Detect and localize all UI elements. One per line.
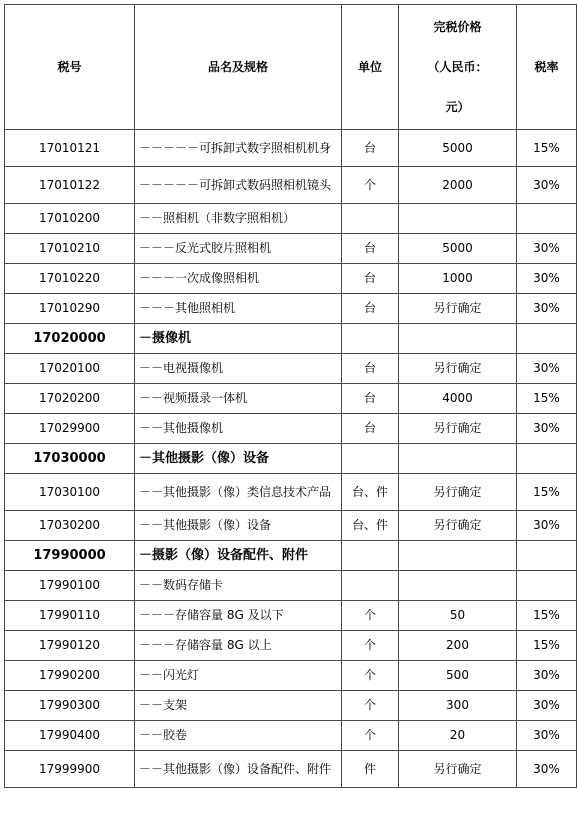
- product-name-cell: －－其他摄影（像）设备: [135, 511, 342, 541]
- table-row: [5, 444, 577, 474]
- duty-price-cell: 200: [399, 631, 517, 661]
- table-row: [5, 631, 577, 661]
- tax-rate-cell: [517, 571, 577, 601]
- duty-price-cell: 另行确定: [399, 414, 517, 444]
- unit-cell: 个: [342, 661, 399, 691]
- table-body: [5, 130, 577, 788]
- product-name-cell: －－其他摄影（像）设备配件、附件: [135, 751, 342, 788]
- header-price-line-3: 元）: [445, 100, 470, 114]
- tax-rate-cell: 30%: [517, 167, 577, 204]
- table-header: [5, 5, 577, 130]
- header-price: [399, 5, 517, 130]
- product-name-cell: －摄像机: [135, 324, 342, 354]
- tax-rate-cell: 30%: [517, 354, 577, 384]
- duty-price-cell: 5000: [399, 130, 517, 167]
- tax-code-cell: 17990400: [5, 721, 135, 751]
- tax-code-cell: 17030000: [5, 444, 135, 474]
- product-name-cell: －摄影（像）设备配件、附件: [135, 541, 342, 571]
- duty-price-cell: 5000: [399, 234, 517, 264]
- table-row: [5, 264, 577, 294]
- duty-price-cell: 另行确定: [399, 294, 517, 324]
- unit-cell: [342, 324, 399, 354]
- product-name-cell: －－－－－可拆卸式数字照相机机身: [135, 130, 342, 167]
- product-name-cell: －－支架: [135, 691, 342, 721]
- product-name-cell: －－－反光式胶片照相机: [135, 234, 342, 264]
- duty-price-cell: 50: [399, 601, 517, 631]
- tax-rate-cell: 15%: [517, 384, 577, 414]
- table-row: [5, 234, 577, 264]
- unit-cell: 台: [342, 354, 399, 384]
- tax-code-cell: 17010200: [5, 204, 135, 234]
- tax-code-cell: 17030100: [5, 474, 135, 511]
- product-name-cell: －－－其他照相机: [135, 294, 342, 324]
- duty-price-cell: 300: [399, 691, 517, 721]
- product-name-cell: －－闪光灯: [135, 661, 342, 691]
- tax-code-cell: 17990100: [5, 571, 135, 601]
- table-row: [5, 571, 577, 601]
- unit-cell: 台、件: [342, 511, 399, 541]
- tax-rate-cell: 30%: [517, 691, 577, 721]
- table-row: [5, 541, 577, 571]
- table-row: [5, 751, 577, 788]
- tax-code-cell: 17990200: [5, 661, 135, 691]
- duty-price-cell: 500: [399, 661, 517, 691]
- table-row: [5, 354, 577, 384]
- product-name-cell: －－－一次成像照相机: [135, 264, 342, 294]
- duty-price-cell: 20: [399, 721, 517, 751]
- tax-rate-cell: [517, 541, 577, 571]
- tax-code-cell: 17020200: [5, 384, 135, 414]
- header-rate: 税率: [517, 5, 577, 130]
- unit-cell: 台、件: [342, 474, 399, 511]
- unit-cell: 件: [342, 751, 399, 788]
- tax-rate-cell: [517, 444, 577, 474]
- tax-code-cell: 17990110: [5, 601, 135, 631]
- product-name-cell: －－－存储容量 8G 以上: [135, 631, 342, 661]
- product-name-cell: －－照相机（非数字照相机）: [135, 204, 342, 234]
- header-unit: 单位: [342, 5, 399, 130]
- tax-code-cell: 17010220: [5, 264, 135, 294]
- table-row: [5, 204, 577, 234]
- tax-code-cell: 17030200: [5, 511, 135, 541]
- duty-price-cell: [399, 571, 517, 601]
- duty-price-cell: 另行确定: [399, 474, 517, 511]
- table-row: [5, 721, 577, 751]
- tax-code-cell: 17999900: [5, 751, 135, 788]
- table-row: [5, 601, 577, 631]
- tax-rate-cell: 30%: [517, 721, 577, 751]
- duty-price-cell: [399, 204, 517, 234]
- tax-code-cell: 17010290: [5, 294, 135, 324]
- product-name-cell: －－其他摄影（像）类信息技术产品: [135, 474, 342, 511]
- unit-cell: 个: [342, 167, 399, 204]
- tax-rate-cell: 15%: [517, 130, 577, 167]
- product-name-cell: －－数码存储卡: [135, 571, 342, 601]
- unit-cell: 台: [342, 294, 399, 324]
- duty-price-cell: [399, 444, 517, 474]
- header-name: 品名及规格: [135, 5, 342, 130]
- tax-code-cell: 17010121: [5, 130, 135, 167]
- table-row: [5, 511, 577, 541]
- table-row: [5, 474, 577, 511]
- tax-rate-cell: 15%: [517, 474, 577, 511]
- header-price-line-1: 完税价格: [433, 20, 482, 34]
- tax-code-cell: 17029900: [5, 414, 135, 444]
- table-row: [5, 414, 577, 444]
- product-name-cell: －－－－－可拆卸式数码照相机镜头: [135, 167, 342, 204]
- table-row: [5, 691, 577, 721]
- tax-code-cell: 17990120: [5, 631, 135, 661]
- unit-cell: 个: [342, 601, 399, 631]
- product-name-cell: －其他摄影（像）设备: [135, 444, 342, 474]
- tax-rate-cell: 15%: [517, 601, 577, 631]
- tax-code-cell: 17990000: [5, 541, 135, 571]
- tax-code-cell: 17010122: [5, 167, 135, 204]
- table-row: [5, 324, 577, 354]
- tax-rate-cell: 30%: [517, 661, 577, 691]
- unit-cell: 个: [342, 721, 399, 751]
- unit-cell: 台: [342, 384, 399, 414]
- tax-code-cell: 17020100: [5, 354, 135, 384]
- header-code: 税号: [5, 5, 135, 130]
- duty-price-cell: 4000: [399, 384, 517, 414]
- unit-cell: 台: [342, 234, 399, 264]
- unit-cell: 个: [342, 631, 399, 661]
- unit-cell: 台: [342, 130, 399, 167]
- tax-rate-cell: 15%: [517, 631, 577, 661]
- product-name-cell: －－电视摄像机: [135, 354, 342, 384]
- tax-rate-cell: 30%: [517, 294, 577, 324]
- product-name-cell: －－－存储容量 8G 及以下: [135, 601, 342, 631]
- tax-rate-cell: [517, 324, 577, 354]
- tax-rate-cell: 30%: [517, 264, 577, 294]
- table-row: [5, 294, 577, 324]
- duty-price-cell: [399, 324, 517, 354]
- tax-code-cell: 17020000: [5, 324, 135, 354]
- unit-cell: 台: [342, 264, 399, 294]
- unit-cell: 台: [342, 414, 399, 444]
- duty-price-cell: 1000: [399, 264, 517, 294]
- table-row: [5, 167, 577, 204]
- table-row: [5, 384, 577, 414]
- duty-price-cell: 另行确定: [399, 511, 517, 541]
- tax-code-cell: 17010210: [5, 234, 135, 264]
- table-row: [5, 661, 577, 691]
- duty-price-cell: 另行确定: [399, 354, 517, 384]
- unit-cell: [342, 541, 399, 571]
- unit-cell: 个: [342, 691, 399, 721]
- tax-rate-cell: [517, 204, 577, 234]
- header-price-line-2: （人民币：: [427, 60, 488, 74]
- duty-price-cell: 2000: [399, 167, 517, 204]
- tax-rate-cell: 30%: [517, 511, 577, 541]
- product-name-cell: －－其他摄像机: [135, 414, 342, 444]
- tax-rate-cell: 30%: [517, 414, 577, 444]
- tax-rate-table: [4, 4, 577, 788]
- product-name-cell: －－胶卷: [135, 721, 342, 751]
- unit-cell: [342, 204, 399, 234]
- unit-cell: [342, 444, 399, 474]
- duty-price-cell: 另行确定: [399, 751, 517, 788]
- unit-cell: [342, 571, 399, 601]
- tax-rate-cell: 30%: [517, 234, 577, 264]
- product-name-cell: －－视频摄录一体机: [135, 384, 342, 414]
- duty-price-cell: [399, 541, 517, 571]
- tax-rate-cell: 30%: [517, 751, 577, 788]
- tax-code-cell: 17990300: [5, 691, 135, 721]
- table-row: [5, 130, 577, 167]
